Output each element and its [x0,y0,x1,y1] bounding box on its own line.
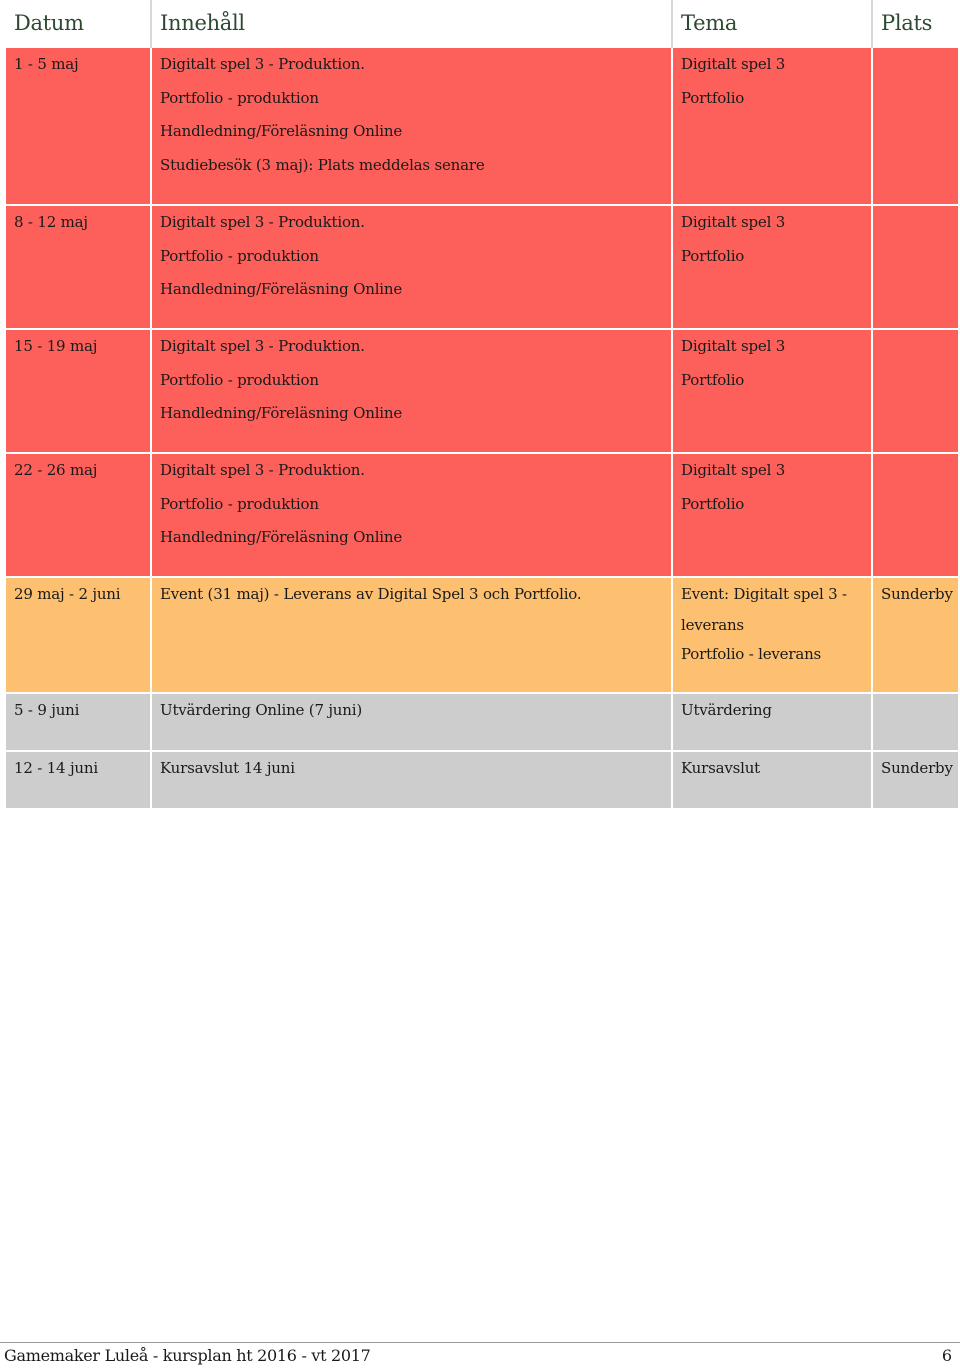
tema-line: Portfolio [681,370,745,389]
cell-tema [672,329,872,453]
cell-datum [6,577,151,693]
tema-line: Event: Digitalt spel 3 - [681,585,847,603]
cell-innehall [151,453,672,577]
cell-datum [6,453,151,577]
tema-line: Portfolio - leverans [681,644,822,663]
cell-datum [6,693,151,751]
tema-line: Digitalt spel 3 [681,337,786,355]
table-row [6,751,958,808]
page-footer [0,1342,960,1368]
innehall-line: Portfolio - produktion [160,370,319,389]
cell-innehall [151,751,672,808]
innehall-line: Digitalt spel 3 - Produktion. [160,337,365,355]
innehall-line: Handledning/Föreläsning Online [160,404,403,422]
innehall-line: Kursavslut 14 juni [160,759,295,777]
cell-tema [672,453,872,577]
table-row [6,577,958,693]
datum-text: 22 - 26 maj [14,461,98,479]
table-row [6,453,958,577]
cell-plats [872,47,958,205]
cell-datum [6,751,151,808]
innehall-line: Handledning/Föreläsning Online [160,122,403,140]
cell-plats [872,693,958,751]
cell-plats [872,751,958,808]
table-row [6,205,958,329]
cell-innehall [151,205,672,329]
cell-tema [672,47,872,205]
cell-plats [872,329,958,453]
cell-innehall [151,47,672,205]
datum-text: 29 maj - 2 juni [14,585,121,603]
header-datum: Datum [6,0,151,47]
table-row [6,693,958,751]
innehall-line: Studiebesök (3 maj): Plats meddelas senare [160,155,485,174]
header-innehall: Innehåll [151,0,672,47]
plats-text: Sunderby [881,759,953,777]
tema-line: Utvärdering [681,701,772,719]
cell-tema [672,577,872,693]
innehall-line: Digitalt spel 3 - Produktion. [160,213,365,231]
table-row [6,47,958,205]
plats-text: Sunderby [881,585,953,603]
innehall-line: Portfolio - produktion [160,494,319,513]
cell-plats [872,205,958,329]
cell-plats [872,453,958,577]
datum-text: 15 - 19 maj [14,337,98,355]
header-plats: Plats [872,0,958,47]
tema-line: Digitalt spel 3 [681,55,786,73]
table-row [6,329,958,453]
table-header-row [6,0,958,47]
innehall-line: Handledning/Föreläsning Online [160,528,403,546]
innehall-line: Handledning/Föreläsning Online [160,280,403,298]
datum-text: 12 - 14 juni [14,759,98,777]
tema-line: Portfolio [681,246,745,265]
innehall-line: Portfolio - produktion [160,246,319,265]
header-tema: Tema [672,0,872,47]
tema-line: Portfolio [681,494,745,513]
innehall-line: Digitalt spel 3 - Produktion. [160,55,365,73]
cell-datum [6,47,151,205]
cell-plats [872,577,958,693]
datum-text: 5 - 9 juni [14,701,80,719]
tema-line: Portfolio [681,88,745,107]
tema-line: leverans [681,615,744,634]
cell-tema [672,751,872,808]
tema-line: Digitalt spel 3 [681,213,786,231]
innehall-line: Utvärdering Online (7 juni) [160,701,362,719]
datum-text: 1 - 5 maj [14,55,79,73]
footer-title: Gamemaker Luleå - kursplan ht 2016 - vt 2017 [4,1346,371,1365]
cell-datum [6,329,151,453]
datum-text: 8 - 12 maj [14,213,88,231]
footer-page-number: 6 [941,1346,952,1365]
tema-line: Digitalt spel 3 [681,461,786,479]
cell-tema [672,205,872,329]
cell-tema [672,693,872,751]
schedule-table [6,0,958,808]
tema-line: Kursavslut [681,759,761,777]
cell-innehall [151,329,672,453]
cell-datum [6,205,151,329]
cell-innehall [151,693,672,751]
cell-innehall [151,577,672,693]
innehall-line: Event (31 maj) - Leverans av Digital Spel 3 och Portfolio. [160,585,582,603]
innehall-line: Portfolio - produktion [160,88,319,107]
innehall-line: Digitalt spel 3 - Produktion. [160,461,365,479]
